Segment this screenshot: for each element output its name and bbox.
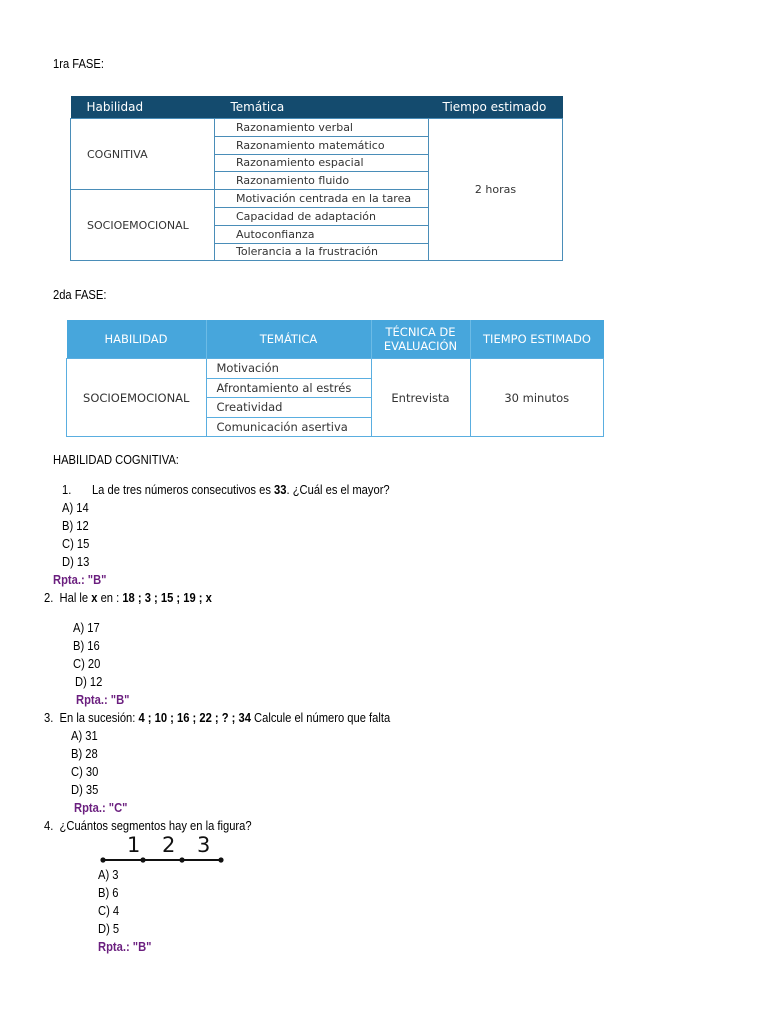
column-header: Habilidad [71,96,215,119]
habilidad-cell: SOCIOEMOCIONAL [71,190,215,261]
table-header-row [67,320,604,359]
segment-point [218,857,223,862]
answer: Rpta.: "C" [74,800,128,815]
tematica-cell: Comunicación asertiva [206,417,371,437]
option: C) 15 [62,536,90,551]
tematica-cell: Afrontamiento al estrés [206,378,371,398]
question-number: 3. [44,710,54,725]
question-text: ¿Cuántos segmentos hay en la figura? [59,818,252,833]
fase2-table [66,320,604,437]
column-header: Tiempo estimado [429,96,563,119]
option: B) 28 [71,746,98,761]
option: C) 30 [71,764,99,779]
tecnica-cell: Entrevista [371,359,470,437]
answer: Rpta.: "B" [98,939,152,954]
answer: Rpta.: "B" [53,572,107,587]
question-3 [44,710,390,726]
question-2 [44,590,212,606]
option: A) 31 [71,728,98,743]
question-number: 1. [62,482,72,497]
question-text: En la sucesión: [59,710,139,725]
tematica-cell: Tolerancia a la frustración [215,243,429,261]
question-text: Hal le [59,590,92,605]
segment-label: 2 [162,833,176,857]
option: B) 6 [98,885,119,900]
tematica-cell: Razonamiento fluido [215,172,429,190]
fase2-heading: 2da FASE: [53,287,107,302]
habilidad-cell: SOCIOEMOCIONAL [67,359,207,437]
option: A) 14 [62,500,89,515]
option: D) 12 [75,674,103,689]
fase1-table [70,96,563,261]
option: A) 3 [98,867,119,882]
tematica-cell: Motivación [206,359,371,379]
column-header: HABILIDAD [67,320,207,359]
segments-figure [96,832,228,866]
column-header: TÉCNICA DE EVALUACIÓN [371,320,470,359]
question-text: en : [97,590,123,605]
tematica-cell: Razonamiento espacial [215,154,429,172]
tiempo-cell: 2 horas [429,119,563,261]
tiempo-cell: 30 minutos [470,359,604,437]
segment-label: 3 [197,833,211,857]
column-header: TEMÁTICA [206,320,371,359]
question-number: 2. [44,590,54,605]
fase1-heading: 1ra FASE: [53,56,104,71]
segment-label: 1 [127,833,141,857]
question-bold: 18 ; 3 ; 15 ; 19 ; x [122,590,212,605]
option: D) 35 [71,782,99,797]
question-number: 4. [44,818,54,833]
option: D) 5 [98,921,120,936]
option: B) 12 [62,518,89,533]
answer: Rpta.: "B" [76,692,130,707]
segment-point [100,857,105,862]
segment-point [179,857,184,862]
table-header-row [71,96,563,119]
tematica-cell: Razonamiento matemático [215,136,429,154]
option: D) 13 [62,554,90,569]
tematica-cell: Motivación centrada en la tarea [215,190,429,208]
option: C) 20 [73,656,101,671]
segment-point [140,857,145,862]
tematica-cell: Creatividad [206,398,371,418]
tematica-cell: Autoconfianza [215,225,429,243]
habilidad-cell: COGNITIVA [71,119,215,190]
section-title: HABILIDAD COGNITIVA: [53,452,179,467]
question-text: . ¿Cuál es el mayor? [286,482,390,497]
question-text: La de tres números consecutivos es [91,482,275,497]
question-1 [62,482,390,498]
question-bold: 33 [274,482,287,497]
option: C) 4 [98,903,120,918]
table-row [67,359,604,379]
table-row [71,119,563,137]
question-bold: x [91,590,98,605]
question-text: Calcule el número que falta [250,710,391,725]
option: A) 17 [73,620,100,635]
option: B) 16 [73,638,100,653]
column-header: TIEMPO ESTIMADO [470,320,604,359]
tematica-cell: Capacidad de adaptación [215,207,429,225]
question-bold: 4 ; 10 ; 16 ; 22 ; ? ; 34 [138,710,251,725]
tematica-cell: Razonamiento verbal [215,119,429,137]
column-header: Temática [215,96,429,119]
